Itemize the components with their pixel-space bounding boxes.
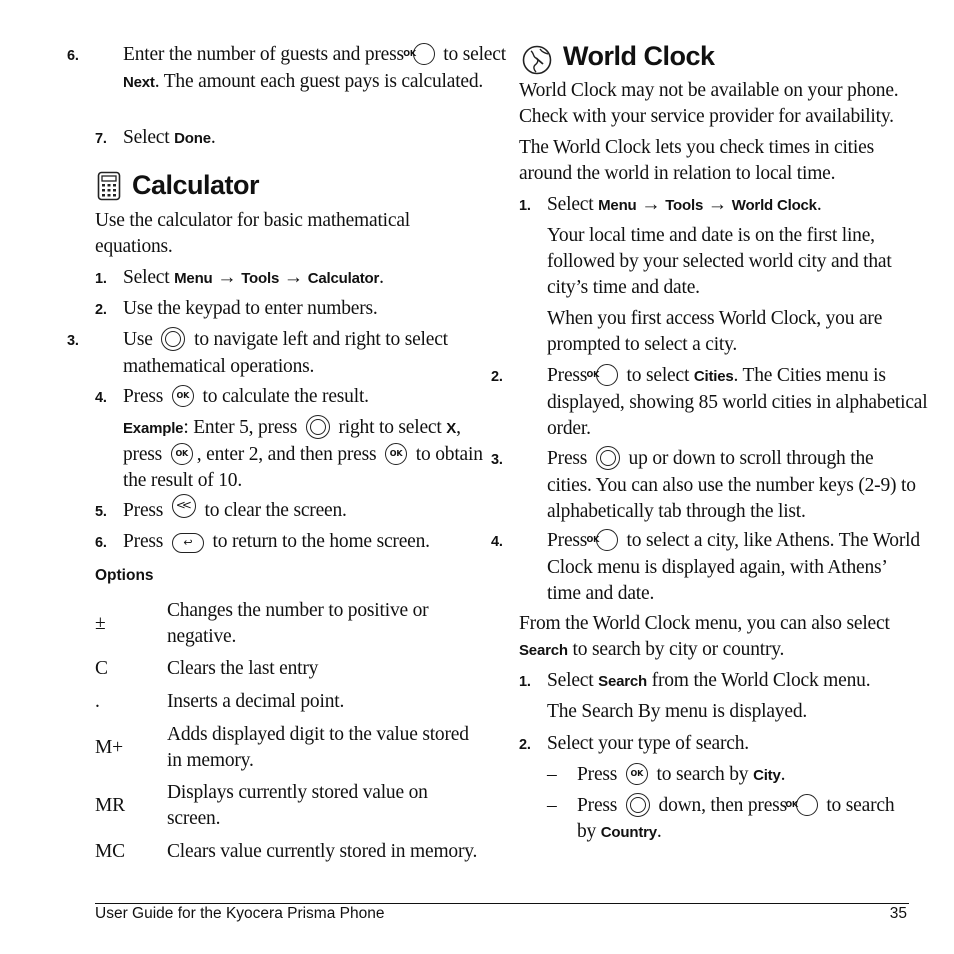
wc-step-1: 1. Select Menu → Tools → World Clock. (519, 194, 822, 215)
option-desc: Inserts a decimal point. (167, 690, 345, 712)
search-by-country: – Press down, then press OK to search by Country. (547, 793, 917, 846)
wc-step-1-detail: Your local time and date is on the first line, followed by your selected world city and that city’s time and date. (547, 225, 892, 298)
search-step-1: 1. Select Search from the World Clock menu. (519, 670, 871, 691)
options-table (95, 596, 485, 868)
calc-step-4: 4. Press OK to calculate the result. (95, 386, 369, 407)
ok-key-icon: OK (596, 364, 618, 386)
option-desc: Displays currently stored value on screen. (167, 782, 428, 829)
nav-key-icon (626, 793, 650, 817)
nav-key-icon (306, 415, 330, 439)
calculator-heading: Calculator (132, 170, 260, 200)
wc-step-3: 3. Press up or down to scroll through the cities. You can also use the number keys (2-9) to alphabetically tab through the list. (519, 446, 922, 525)
step-7: 7. Select Done. (95, 127, 216, 148)
search-step-2: 2. Select your type of search. (519, 733, 749, 754)
world-clock-availability: World Clock may not be available on your phone. Check with your service provider for availability. (519, 80, 899, 127)
footer-title: User Guide for the Kyocera Prisma Phone (95, 905, 385, 922)
table-row (95, 718, 485, 777)
options-heading: Options (95, 567, 154, 584)
wc-search-intro: From the World Clock menu, you can also select Search to search by city or country. (519, 613, 890, 660)
ok-key-icon: OK (385, 443, 407, 465)
search-step-1-detail: The Search By menu is displayed. (547, 701, 808, 722)
page-number: 35 (889, 905, 907, 922)
calculator-icon (97, 171, 121, 206)
footer-rule (95, 903, 909, 904)
option-key: MR (95, 795, 125, 816)
option-key: MC (95, 840, 125, 862)
table-row (95, 596, 485, 652)
end-key-icon: ↩ (172, 533, 204, 553)
ok-key-icon: OK (596, 529, 618, 551)
wc-step-4: 4. Press OK to select a city, like Athens. The World Clock menu is displayed again, with Athens’ time and date. (491, 530, 920, 604)
option-desc: Changes the number to positive or negative. (167, 600, 429, 647)
calc-step-3: 3. Use to navigate left and right to select mathematical operations. (95, 327, 498, 380)
ok-key-icon: OK (626, 763, 648, 785)
ok-key-icon: OK (796, 794, 818, 816)
table-row (95, 835, 485, 868)
option-key: . (95, 690, 100, 712)
nav-key-icon (596, 446, 620, 470)
table-row (95, 777, 485, 835)
calc-step-1: 1. Select Menu → Tools → Calculator. (95, 267, 384, 288)
nav-key-icon (161, 327, 185, 351)
clear-key-icon: << (172, 494, 196, 518)
calculator-intro: Use the calculator for basic mathematical equations. (95, 210, 411, 257)
wc-step-2: 2. Press OK to select Cities. The Cities menu is displayed, showing 85 world cities in alphabetical order. (491, 365, 928, 439)
table-row (95, 685, 485, 718)
table-row (95, 652, 485, 685)
option-desc: Clears the last entry (167, 657, 319, 679)
step-6: 6. Enter the number of guests and press OK to select Next. The amount each guest pays is calculated. (67, 44, 506, 92)
option-key: ± (95, 613, 106, 634)
ok-key-icon: OK (172, 385, 194, 407)
world-clock-heading: World Clock (563, 41, 715, 71)
calc-example: Example: Enter 5, press right to select X, press OK , enter 2, and then press OK to obtain the result of 10. (95, 415, 483, 494)
option-key: M+ (95, 736, 123, 758)
ok-key-icon: OK (171, 443, 193, 465)
ok-key-icon: OK (413, 43, 435, 65)
option-desc: Clears value currently stored in memory. (167, 840, 478, 862)
calc-step-6: 6. Press ↩ to return to the home screen. (95, 531, 430, 552)
world-clock-icon (521, 44, 553, 81)
option-desc: Adds displayed digit to the value stored in memory. (167, 723, 469, 771)
option-key: C (95, 657, 108, 679)
search-by-city: – Press OK to search by City. (547, 764, 786, 785)
world-clock-intro: The World Clock lets you check times in cities around the world in relation to local time. (519, 137, 874, 184)
calc-step-5: 5. Press << to clear the screen. (95, 498, 347, 525)
wc-step-1-note: When you first access World Clock, you are prompted to select a city. (547, 308, 883, 355)
calc-step-2: 2. Use the keypad to enter numbers. (95, 298, 378, 319)
